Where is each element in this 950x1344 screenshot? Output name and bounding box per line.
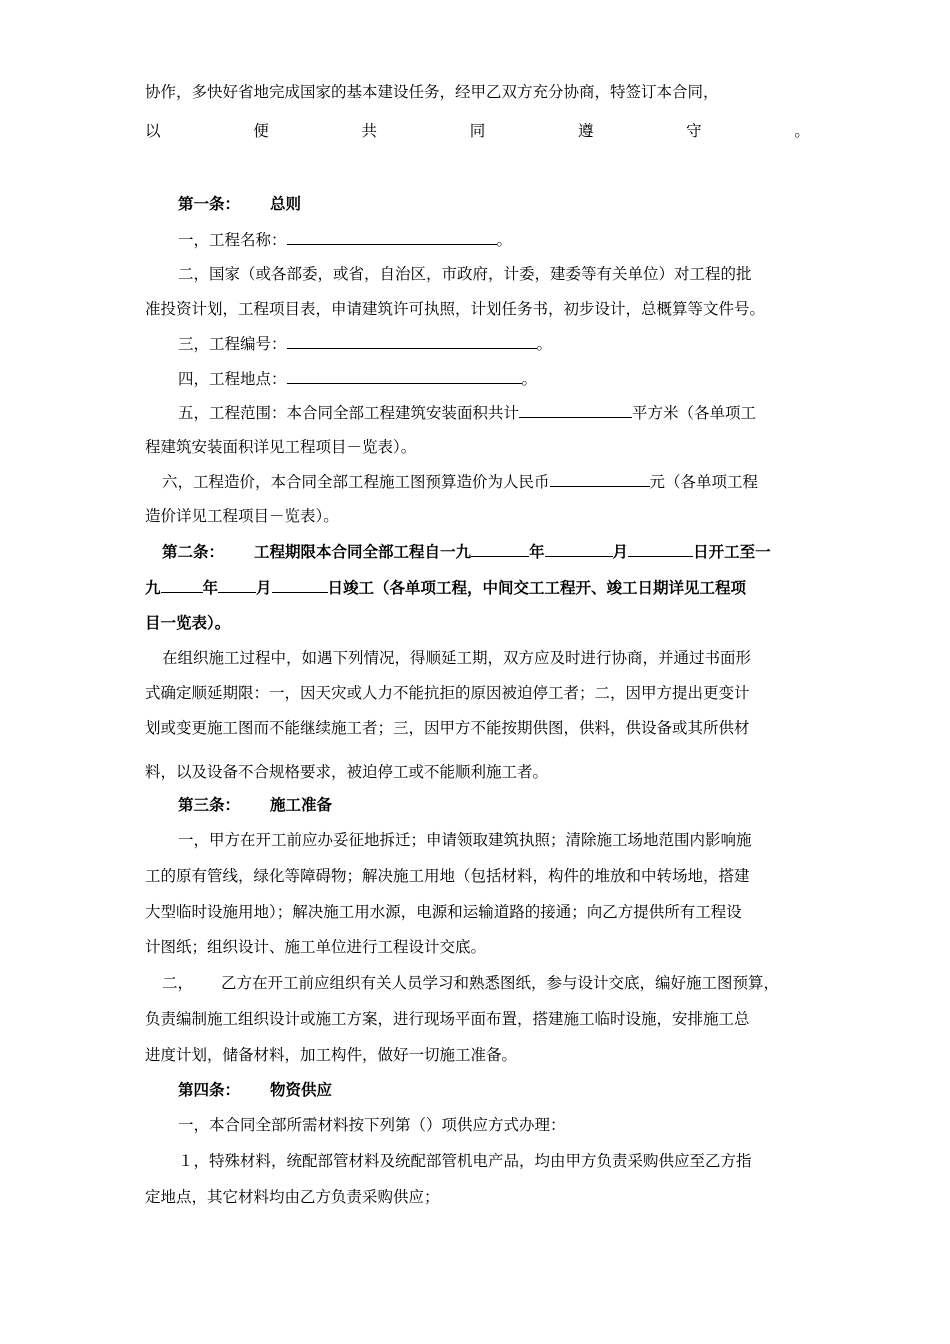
article-2-para-line-2: 式确定顺延期限：一，因天灾或人力不能抗拒的原因被迫停工者；二，因甲方提出更变计 xyxy=(145,684,750,702)
article-1-item-6-line-2: 造价详见工程项目－览表）。 xyxy=(145,507,339,525)
article-3-p1-line-2: 工的原有管线，绿化等障碍物；解决施工用地（包括材料，构件的堆放和中转场地，搭建 xyxy=(145,867,750,885)
article-2-line-3: 目一览表）。 xyxy=(145,613,231,632)
article-1-number: 第一条： xyxy=(178,194,241,213)
project-location-blank[interactable] xyxy=(287,368,522,384)
article-2-para-line-4: 料，以及设备不合规格要求，被迫停工或不能顺利施工者。 xyxy=(145,763,549,781)
article-2-para-line-1: 在组织施工过程中，如遇下列情况，得顺延工期，双方应及时进行协商，并通过书面形 xyxy=(162,649,752,667)
article-3-p2-line-2: 负责编制施工组织设计或施工方案，进行现场平面布置，搭建施工临时设施，安排施工总 xyxy=(145,1010,750,1028)
end-year-blank[interactable] xyxy=(161,577,203,593)
article-4-heading xyxy=(178,1080,843,1100)
article-2-line-2: 九 年 月 日竣工（各单项工程，中间交工工程开、竣工日期详见工程项 xyxy=(145,578,747,597)
area-blank[interactable] xyxy=(519,402,632,418)
end-day-blank[interactable] xyxy=(272,577,328,593)
article-3-heading xyxy=(178,795,843,815)
intro-char: 。 xyxy=(794,122,810,140)
intro-char: 守 xyxy=(686,122,702,140)
intro-char: 同 xyxy=(469,122,486,140)
article-2-number: 第二条： xyxy=(162,542,225,561)
article-1-item-5-line-1: 五，工程范围：本合同全部工程建筑安装面积共计 平方米（各单项工 xyxy=(178,404,757,422)
intro-char: 遵 xyxy=(577,122,594,140)
start-day-blank[interactable] xyxy=(628,541,693,557)
article-1-item-5-line-2: 程建筑安装面积详见工程项目－览表）。 xyxy=(145,438,417,456)
article-2-para-line-3: 划或变更施工图而不能继续施工者；三，因甲方不能按期供图，供料，供设备或其所供材 xyxy=(145,719,750,737)
article-4-p2-line-2: 定地点，其它材料均由乙方负责采购供应； xyxy=(145,1188,440,1206)
article-1-item-2-line-1: 二，国家（或各部委，或省，自治区，市政府，计委，建委等有关单位）对工程的批 xyxy=(178,265,752,283)
article-1-item-2-line-2: 准投资计划，工程项目表，申请建筑许可执照，计划任务书，初步设计，总概算等文件号。 xyxy=(145,300,766,318)
article-1-item-6-line-1: 六，工程造价，本合同全部工程施工图预算造价为人民币 元（各单项工程 xyxy=(162,473,759,491)
end-month-blank[interactable] xyxy=(218,577,256,593)
article-4-title: 物资供应 xyxy=(270,1080,333,1099)
project-number-blank[interactable] xyxy=(287,333,537,349)
article-2-line-1: 第二条： 工程期限本合同全部工程自一九 年 月 日开工至一 xyxy=(162,542,771,561)
intro-char: 共 xyxy=(361,122,377,140)
article-1-item-4: 四，工程地点： 。 xyxy=(178,370,538,388)
intro-char: 以 xyxy=(145,122,161,140)
start-month-blank[interactable] xyxy=(545,541,613,557)
intro-line-2 xyxy=(145,121,810,141)
intro-char: 便 xyxy=(253,122,269,140)
article-1-item-1: 一，工程名称： 。 xyxy=(178,231,513,249)
project-name-blank[interactable] xyxy=(287,229,497,245)
intro-line-1: 协作，多快好省地完成国家的基本建设任务，经甲乙双方充分协商，特签订本合同， xyxy=(145,83,719,101)
start-year-blank[interactable] xyxy=(471,541,529,557)
article-4-number: 第四条： xyxy=(178,1080,241,1099)
article-3-p1-line-3: 大型临时设施用地）；解决施工用水源，电源和运输道路的接通；向乙方提供所有工程设 xyxy=(145,903,742,921)
article-4-p2-line-1: １，特殊材料，统配部管材料及统配部管机电产品，均由甲方负责采购供应至乙方指 xyxy=(178,1152,752,1170)
article-1-item-3: 三，工程编号： 。 xyxy=(178,335,553,353)
article-3-p2-line-3: 进度计划，储备材料，加工构件，做好一切施工准备。 xyxy=(145,1046,518,1064)
article-1-heading xyxy=(178,194,843,214)
article-3-p1-line-1: 一，甲方在开工前应办妥征地拆迁；申请领取建筑执照；清除施工场地范围内影响施 xyxy=(178,831,752,849)
article-3-p1-line-4: 计图纸；组织设计、施工单位进行工程设计交底。 xyxy=(145,938,487,956)
article-3-title: 施工准备 xyxy=(270,795,333,814)
article-4-p1: 一，本合同全部所需材料按下列第（）项供应方式办理： xyxy=(178,1116,566,1134)
article-1-title: 总则 xyxy=(270,194,302,213)
price-blank[interactable] xyxy=(550,471,650,487)
article-3-number: 第三条： xyxy=(178,795,241,814)
article-3-p2-line-1: 二， 乙方在开工前应组织有关人员学习和熟悉图纸，参与设计交底，编好施工图预算， xyxy=(162,974,780,992)
